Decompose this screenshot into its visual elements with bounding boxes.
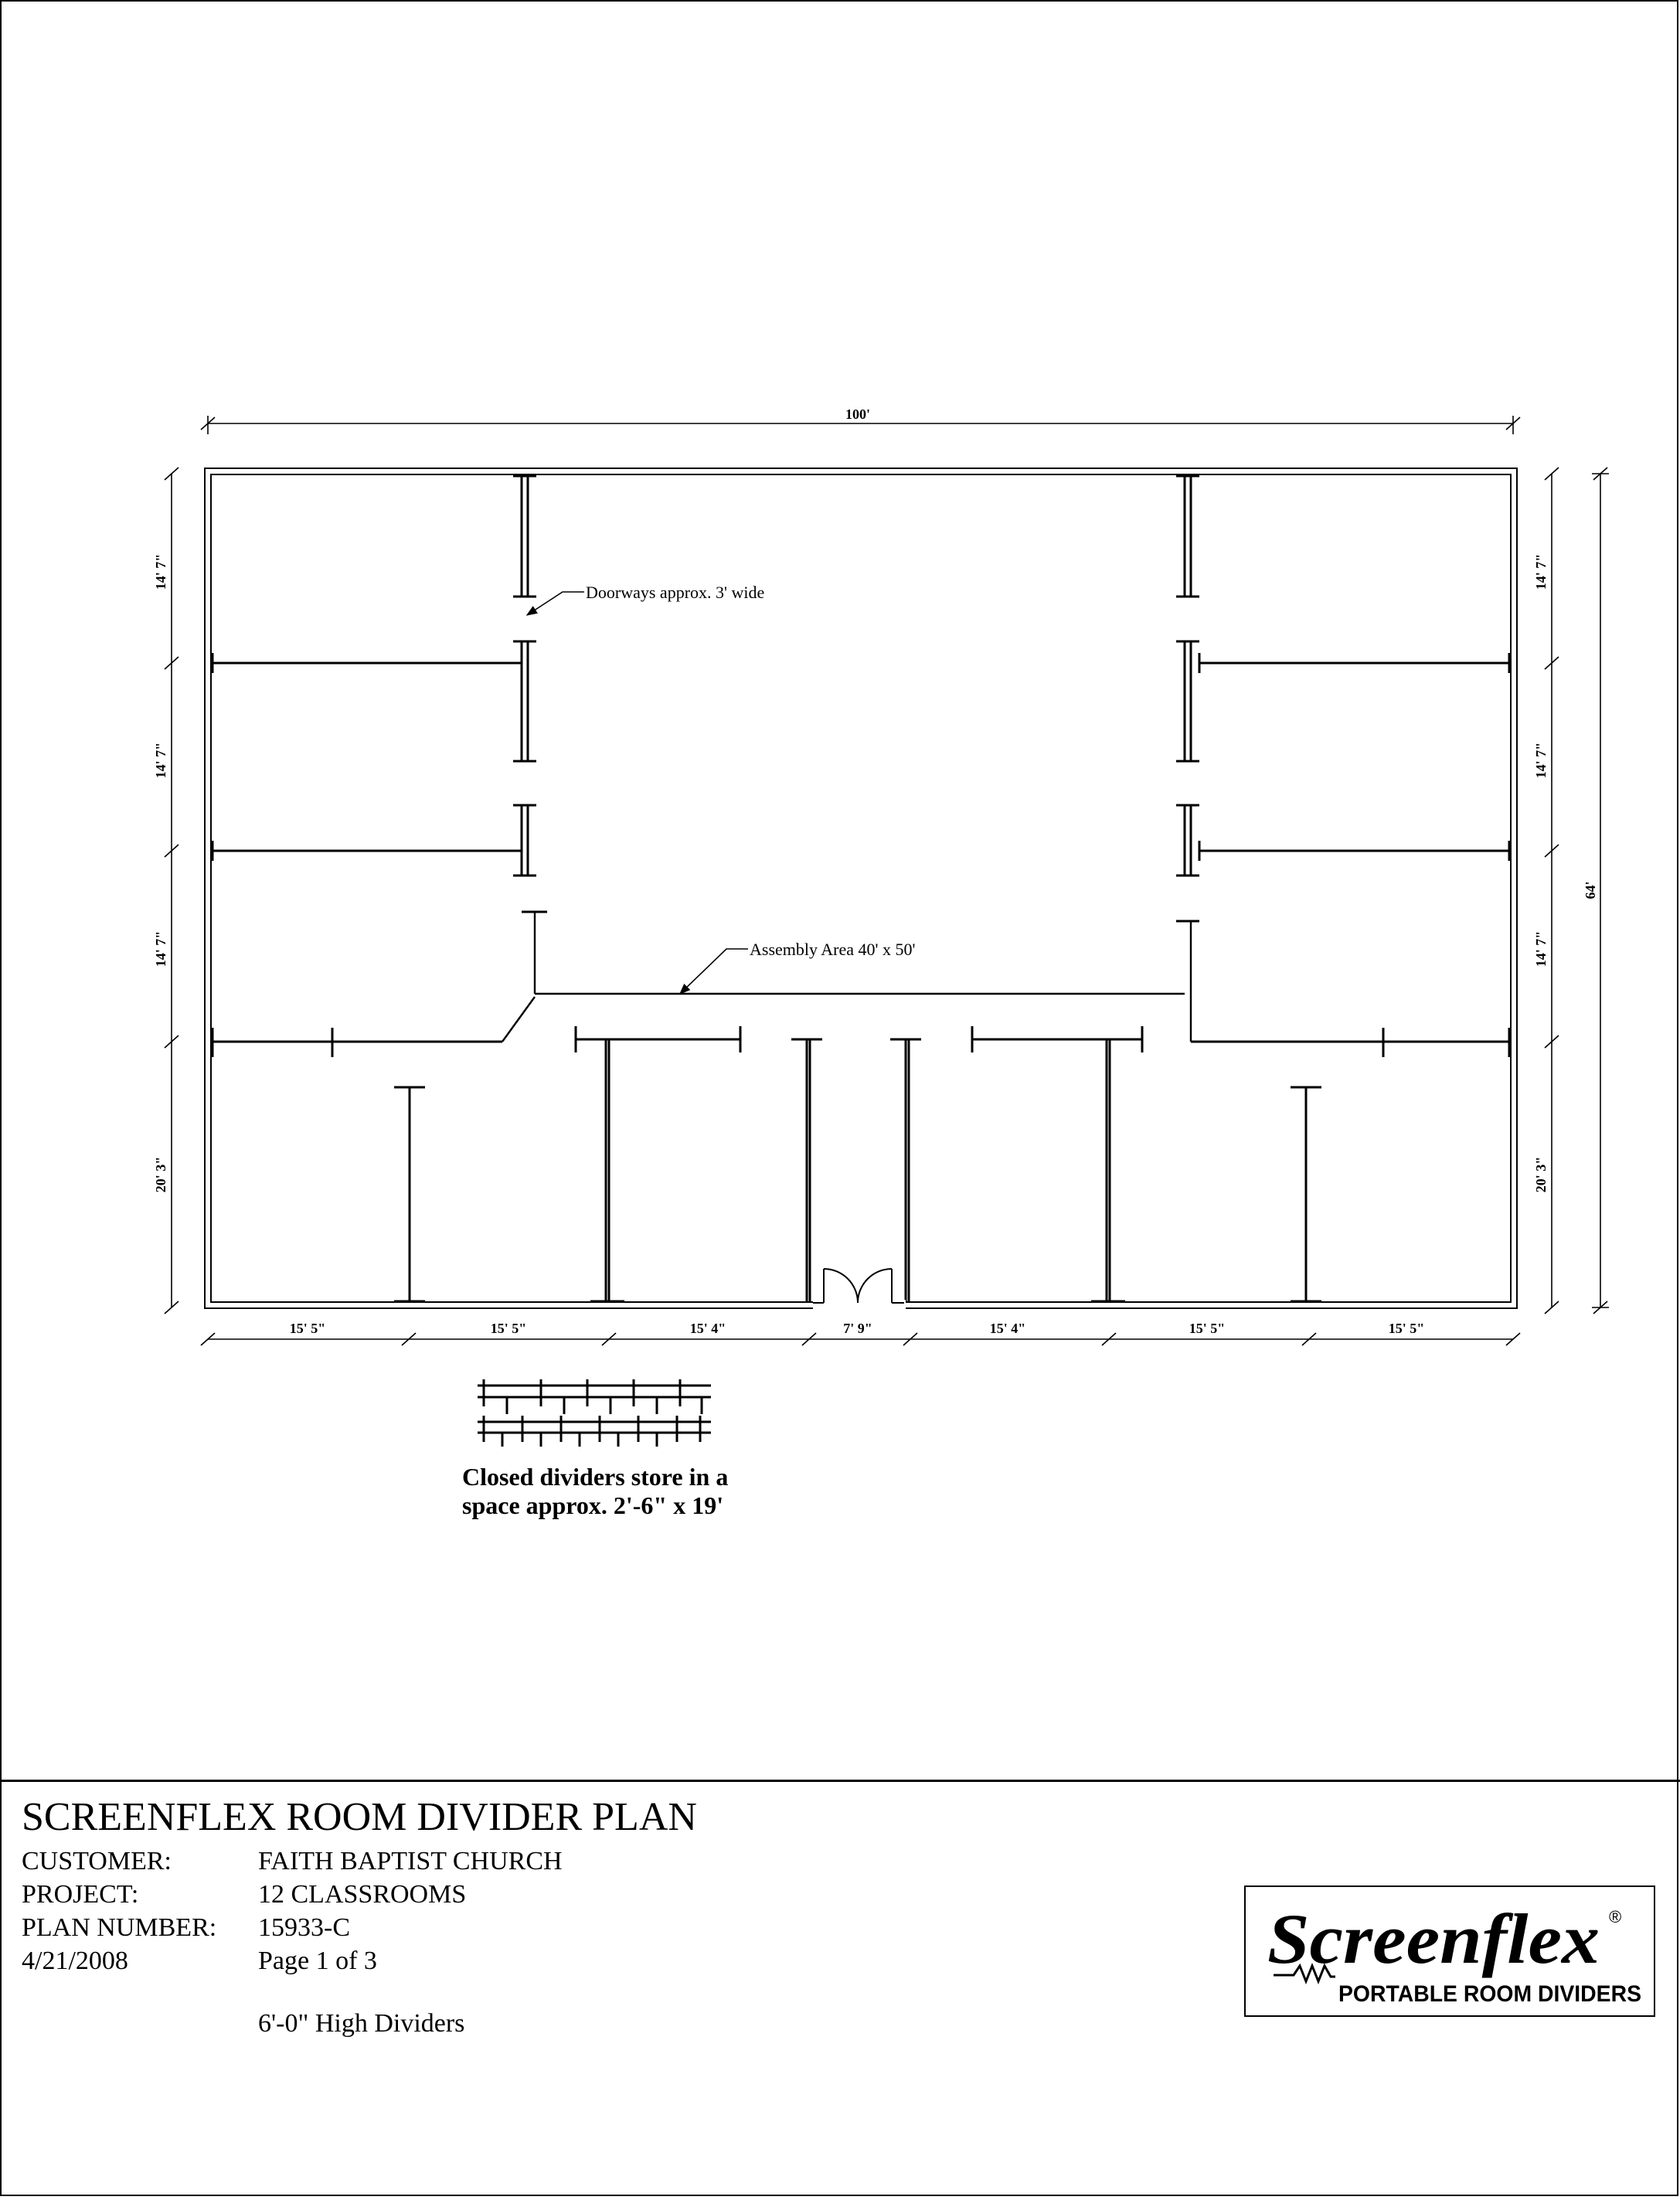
- divider-height-note: 6'-0" High Dividers: [258, 2009, 465, 2038]
- plan-number-value: 15933-C: [258, 1913, 350, 1942]
- doorways-note: Doorways approx. 3' wide: [586, 583, 765, 602]
- right-dim-1: 14' 7": [1533, 553, 1549, 590]
- project-label: PROJECT:: [22, 1880, 139, 1909]
- right-dim-3: 14' 7": [1533, 930, 1549, 967]
- plan-date: 4/21/2008: [22, 1947, 128, 1975]
- right-dim-2: 14' 7": [1533, 742, 1549, 779]
- bottom-dim-4: 7' 9": [843, 1321, 872, 1336]
- right-dim-4: 20' 3": [1533, 1156, 1549, 1193]
- title-block: [0, 1780, 1680, 2200]
- overall-width-label: 100': [845, 406, 871, 422]
- logo-registered-mark: ®: [1609, 1907, 1622, 1926]
- logo-brand-text: Screenflex: [1267, 1899, 1600, 1978]
- plan-number-label: PLAN NUMBER:: [22, 1913, 217, 1942]
- left-dim-3: 14' 7": [153, 930, 168, 967]
- room-outline: [205, 468, 1517, 1308]
- screenflex-logo: [1244, 1885, 1655, 2017]
- bottom-dim-3: 15' 4": [689, 1321, 726, 1336]
- logo-tagline: PORTABLE ROOM DIVIDERS: [1338, 1981, 1641, 2007]
- overall-depth-label: 64': [1583, 881, 1598, 899]
- bottom-dim-6: 15' 5": [1189, 1321, 1226, 1336]
- assembly-leader: [680, 949, 748, 994]
- storage-caption-line2: space approx. 2'-6" x 19': [462, 1491, 724, 1520]
- room-dividers: [213, 474, 1509, 1301]
- bottom-dim-7: 15' 5": [1388, 1321, 1425, 1336]
- bottom-dim-1: 15' 5": [289, 1321, 326, 1336]
- page-indicator: Page 1 of 3: [258, 1947, 377, 1975]
- left-dim-1: 14' 7": [153, 553, 168, 590]
- customer-label: CUSTOMER:: [22, 1847, 172, 1875]
- entrance-double-door: [813, 1269, 906, 1309]
- plan-title: SCREENFLEX ROOM DIVIDER PLAN: [22, 1795, 697, 1839]
- customer-value: FAITH BAPTIST CHURCH: [258, 1847, 563, 1875]
- assembly-note: Assembly Area 40' x 50': [750, 940, 916, 959]
- bottom-dim-2: 15' 5": [490, 1321, 527, 1336]
- storage-caption: [462, 1463, 771, 1521]
- bottom-dim-5: 15' 4": [989, 1321, 1026, 1336]
- left-dim-2: 14' 7": [153, 742, 168, 779]
- storage-caption-line1: Closed dividers store in a: [462, 1463, 729, 1491]
- left-dim-4: 20' 3": [153, 1156, 168, 1193]
- project-value: 12 CLASSROOMS: [258, 1880, 467, 1909]
- stored-dividers-illustration: [478, 1379, 711, 1447]
